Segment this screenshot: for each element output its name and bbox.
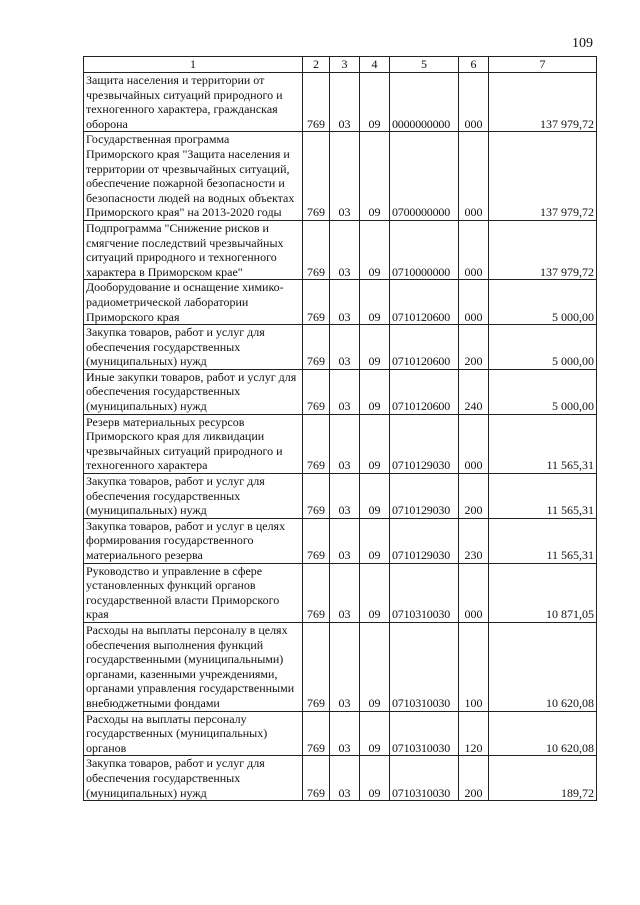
cell-subsection: 09 bbox=[360, 220, 390, 279]
cell-amount: 189,72 bbox=[489, 756, 597, 801]
cell-expense-type: 000 bbox=[459, 414, 489, 473]
cell-expense-type: 200 bbox=[459, 474, 489, 519]
cell-amount: 10 871,05 bbox=[489, 563, 597, 622]
cell-amount: 10 620,08 bbox=[489, 622, 597, 711]
cell-subsection: 09 bbox=[360, 280, 390, 325]
cell-section: 03 bbox=[330, 325, 360, 370]
column-header: 6 bbox=[459, 57, 489, 73]
cell-description: Расходы на выплаты персоналу государственных (муниципальных) органов bbox=[84, 711, 303, 756]
table-row bbox=[84, 711, 597, 756]
cell-description: Закупка товаров, работ и услуг для обеспечения государственных (муниципальных) нужд bbox=[84, 325, 303, 370]
table-row bbox=[84, 73, 597, 132]
cell-section: 03 bbox=[330, 711, 360, 756]
column-header: 7 bbox=[489, 57, 597, 73]
cell-target-article: 0710310030 bbox=[390, 711, 459, 756]
budget-table bbox=[83, 56, 597, 801]
table-row bbox=[84, 280, 597, 325]
cell-amount: 137 979,72 bbox=[489, 73, 597, 132]
cell-expense-type: 000 bbox=[459, 132, 489, 221]
cell-amount: 5 000,00 bbox=[489, 280, 597, 325]
cell-admin-code: 769 bbox=[303, 622, 330, 711]
column-header: 1 bbox=[84, 57, 303, 73]
cell-description: Государственная программа Приморского края "Защита населения и территории от чрезвычайных ситуаций, обеспечение пожарной безопасности и безопасности людей на водных объектах Приморского края" на 2013-2020 годы bbox=[84, 132, 303, 221]
cell-expense-type: 230 bbox=[459, 518, 489, 563]
table-row bbox=[84, 622, 597, 711]
cell-admin-code: 769 bbox=[303, 474, 330, 519]
cell-admin-code: 769 bbox=[303, 414, 330, 473]
cell-expense-type: 000 bbox=[459, 563, 489, 622]
table-row bbox=[84, 132, 597, 221]
cell-description: Закупка товаров, работ и услуг в целях формирования государственного материального резерва bbox=[84, 518, 303, 563]
cell-subsection: 09 bbox=[360, 711, 390, 756]
cell-section: 03 bbox=[330, 414, 360, 473]
table-row bbox=[84, 756, 597, 801]
cell-target-article: 0710120600 bbox=[390, 325, 459, 370]
cell-description: Резерв материальных ресурсов Приморского края для ликвидации чрезвычайных ситуаций природного и техногенного характера bbox=[84, 414, 303, 473]
column-header: 4 bbox=[360, 57, 390, 73]
cell-section: 03 bbox=[330, 622, 360, 711]
table-row bbox=[84, 369, 597, 414]
cell-expense-type: 000 bbox=[459, 73, 489, 132]
cell-target-article: 0710120600 bbox=[390, 280, 459, 325]
cell-admin-code: 769 bbox=[303, 756, 330, 801]
table-row bbox=[84, 325, 597, 370]
cell-section: 03 bbox=[330, 474, 360, 519]
cell-target-article: 0710120600 bbox=[390, 369, 459, 414]
table-header-row bbox=[84, 57, 597, 73]
cell-subsection: 09 bbox=[360, 132, 390, 221]
cell-amount: 11 565,31 bbox=[489, 414, 597, 473]
table-row bbox=[84, 518, 597, 563]
cell-admin-code: 769 bbox=[303, 369, 330, 414]
cell-admin-code: 769 bbox=[303, 220, 330, 279]
cell-expense-type: 200 bbox=[459, 756, 489, 801]
cell-admin-code: 769 bbox=[303, 518, 330, 563]
cell-expense-type: 120 bbox=[459, 711, 489, 756]
cell-admin-code: 769 bbox=[303, 563, 330, 622]
cell-subsection: 09 bbox=[360, 325, 390, 370]
cell-section: 03 bbox=[330, 132, 360, 221]
cell-admin-code: 769 bbox=[303, 73, 330, 132]
cell-section: 03 bbox=[330, 563, 360, 622]
cell-target-article: 0710129030 bbox=[390, 474, 459, 519]
cell-section: 03 bbox=[330, 73, 360, 132]
cell-amount: 11 565,31 bbox=[489, 518, 597, 563]
cell-target-article: 0710310030 bbox=[390, 563, 459, 622]
cell-description: Дооборудование и оснащение химико-радиометрической лаборатории Приморского края bbox=[84, 280, 303, 325]
cell-expense-type: 000 bbox=[459, 220, 489, 279]
cell-admin-code: 769 bbox=[303, 280, 330, 325]
cell-subsection: 09 bbox=[360, 622, 390, 711]
cell-section: 03 bbox=[330, 280, 360, 325]
cell-description: Защита населения и территории от чрезвычайных ситуаций природного и техногенного характера, гражданская оборона bbox=[84, 73, 303, 132]
cell-subsection: 09 bbox=[360, 73, 390, 132]
cell-amount: 5 000,00 bbox=[489, 325, 597, 370]
cell-section: 03 bbox=[330, 518, 360, 563]
cell-target-article: 0700000000 bbox=[390, 132, 459, 221]
column-header: 3 bbox=[330, 57, 360, 73]
table-row bbox=[84, 563, 597, 622]
cell-expense-type: 000 bbox=[459, 280, 489, 325]
column-header: 5 bbox=[390, 57, 459, 73]
cell-amount: 137 979,72 bbox=[489, 132, 597, 221]
cell-description: Закупка товаров, работ и услуг для обеспечения государственных (муниципальных) нужд bbox=[84, 474, 303, 519]
cell-subsection: 09 bbox=[360, 756, 390, 801]
cell-expense-type: 200 bbox=[459, 325, 489, 370]
cell-subsection: 09 bbox=[360, 369, 390, 414]
table-body bbox=[84, 73, 597, 801]
cell-admin-code: 769 bbox=[303, 132, 330, 221]
cell-amount: 5 000,00 bbox=[489, 369, 597, 414]
cell-target-article: 0710000000 bbox=[390, 220, 459, 279]
page-number: 109 bbox=[572, 36, 593, 51]
cell-description: Иные закупки товаров, работ и услуг для обеспечения государственных (муниципальных) нужд bbox=[84, 369, 303, 414]
cell-expense-type: 100 bbox=[459, 622, 489, 711]
cell-target-article: 0710129030 bbox=[390, 518, 459, 563]
cell-subsection: 09 bbox=[360, 563, 390, 622]
column-header: 2 bbox=[303, 57, 330, 73]
cell-admin-code: 769 bbox=[303, 711, 330, 756]
cell-description: Закупка товаров, работ и услуг для обеспечения государственных (муниципальных) нужд bbox=[84, 756, 303, 801]
cell-subsection: 09 bbox=[360, 474, 390, 519]
cell-target-article: 0000000000 bbox=[390, 73, 459, 132]
cell-target-article: 0710129030 bbox=[390, 414, 459, 473]
cell-target-article: 0710310030 bbox=[390, 756, 459, 801]
cell-amount: 10 620,08 bbox=[489, 711, 597, 756]
cell-target-article: 0710310030 bbox=[390, 622, 459, 711]
cell-description: Расходы на выплаты персоналу в целях обеспечения выполнения функций государственными (муниципальными) органами, казенными учреждениями, органами управления государственными внебюджетными фондами bbox=[84, 622, 303, 711]
cell-description: Подпрограмма "Снижение рисков и смягчение последствий чрезвычайных ситуаций природного и техногенного характера в Приморском крае" bbox=[84, 220, 303, 279]
cell-amount: 137 979,72 bbox=[489, 220, 597, 279]
cell-subsection: 09 bbox=[360, 414, 390, 473]
cell-section: 03 bbox=[330, 369, 360, 414]
table-row bbox=[84, 220, 597, 279]
table-row bbox=[84, 474, 597, 519]
cell-section: 03 bbox=[330, 220, 360, 279]
cell-section: 03 bbox=[330, 756, 360, 801]
table-row bbox=[84, 414, 597, 473]
cell-amount: 11 565,31 bbox=[489, 474, 597, 519]
cell-description: Руководство и управление в сфере установленных функций органов государственной власти Приморского края bbox=[84, 563, 303, 622]
cell-expense-type: 240 bbox=[459, 369, 489, 414]
cell-admin-code: 769 bbox=[303, 325, 330, 370]
cell-subsection: 09 bbox=[360, 518, 390, 563]
